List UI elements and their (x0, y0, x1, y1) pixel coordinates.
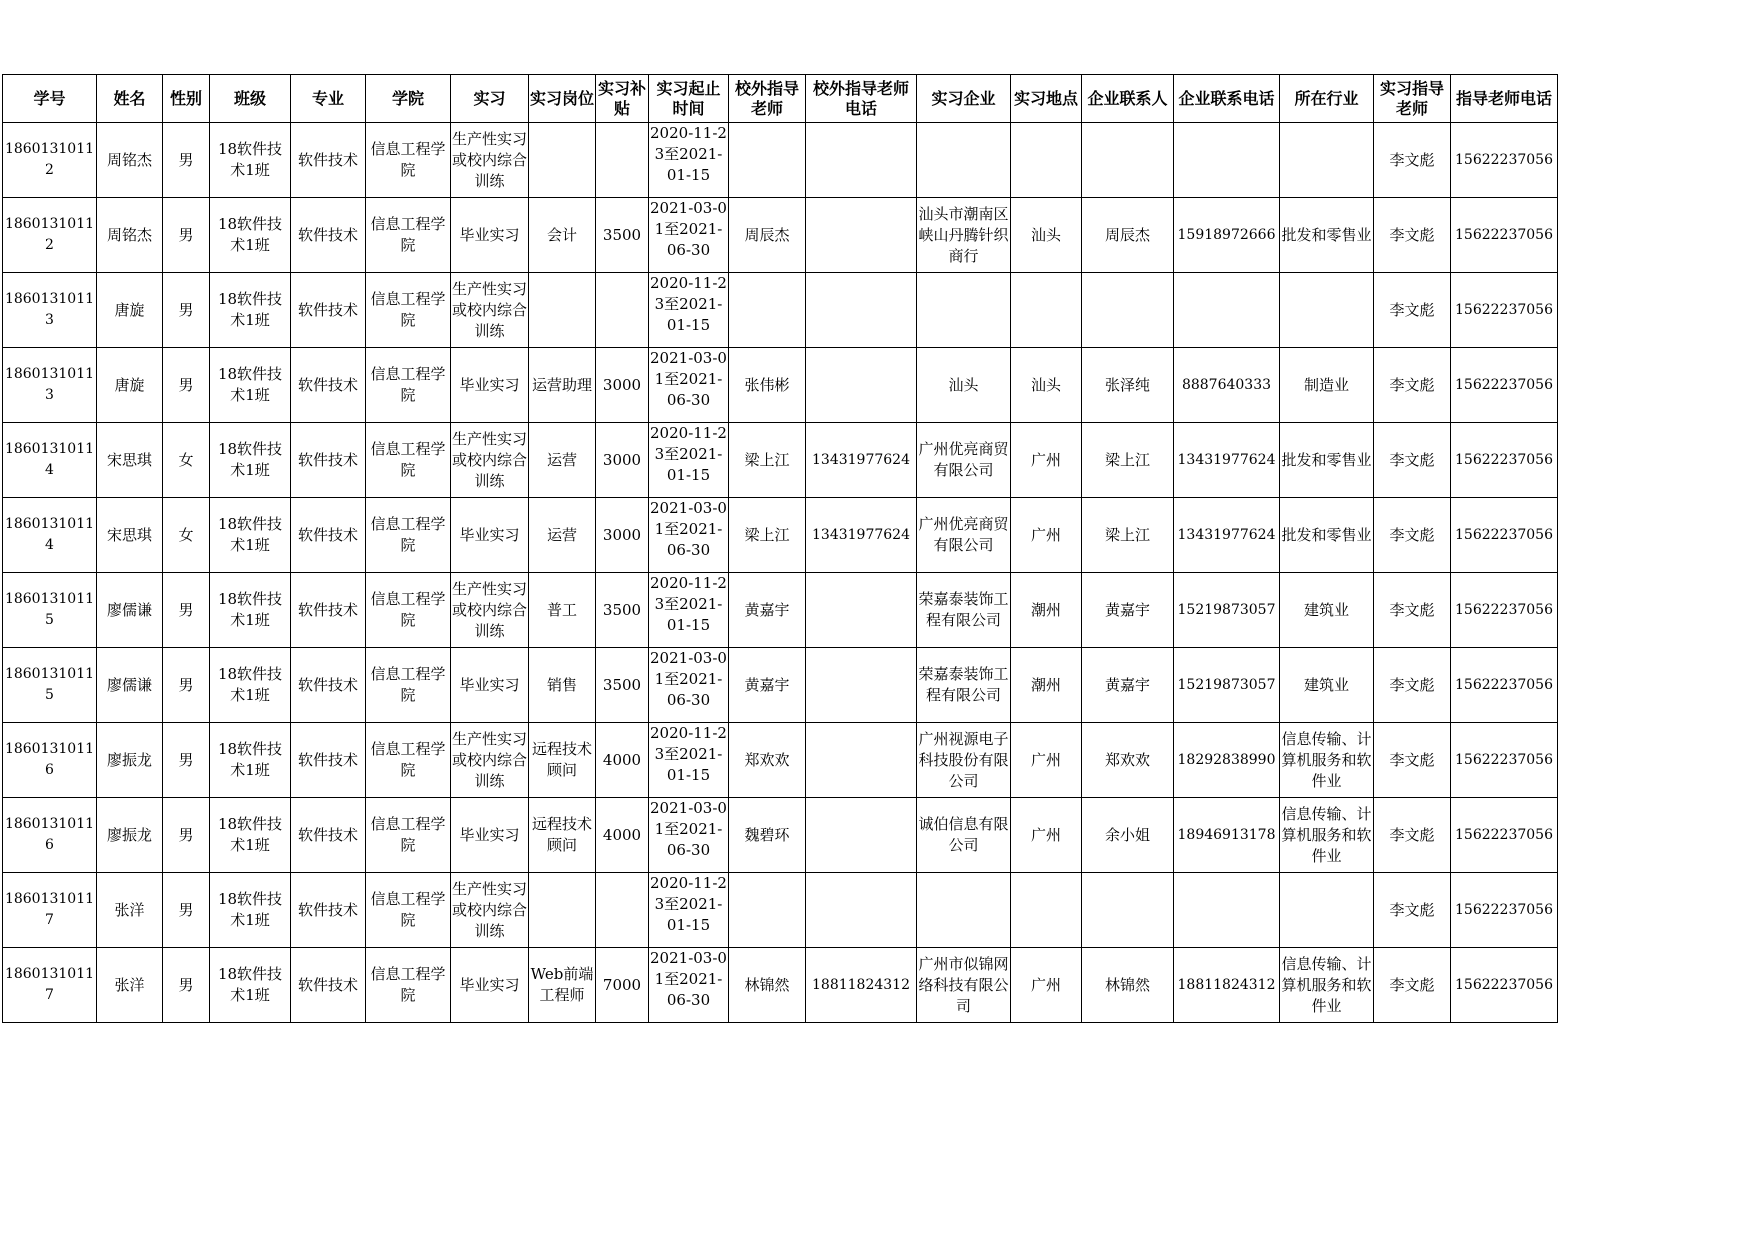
cell-location: 广州 (1011, 423, 1082, 498)
cell-company-contact (1082, 123, 1174, 198)
cell-internship-type: 生产性实习或校内综合训练 (451, 723, 529, 798)
cell-position: 运营 (529, 423, 596, 498)
header-internship-type: 实习 (451, 75, 529, 123)
cell-name: 周铭杰 (97, 123, 163, 198)
cell-company-phone (1174, 273, 1280, 348)
cell-external-teacher: 黄嘉宇 (729, 648, 806, 723)
cell-external-teacher-phone (806, 648, 917, 723)
cell-location: 汕头 (1011, 348, 1082, 423)
period-text: 2020-11-23至2021-01-15 (650, 724, 727, 784)
cell-company-phone (1174, 123, 1280, 198)
cell-class: 18软件技术1班 (210, 873, 291, 948)
cell-subsidy: 3000 (596, 348, 649, 423)
cell-position: Web前端工程师 (529, 948, 596, 1023)
cell-college: 信息工程学院 (366, 123, 451, 198)
header-location: 实习地点 (1011, 75, 1082, 123)
cell-external-teacher-phone (806, 273, 917, 348)
cell-company-phone: 18811824312 (1174, 948, 1280, 1023)
cell-company: 荣嘉泰装饰工程有限公司 (917, 573, 1011, 648)
cell-name: 廖振龙 (97, 798, 163, 873)
cell-subsidy: 3000 (596, 423, 649, 498)
cell-class: 18软件技术1班 (210, 423, 291, 498)
cell-location: 广州 (1011, 498, 1082, 573)
cell-company-phone: 15918972666 (1174, 198, 1280, 273)
cell-period (649, 123, 729, 198)
cell-industry (1280, 273, 1374, 348)
cell-gender: 男 (163, 573, 210, 648)
cell-name: 唐旋 (97, 273, 163, 348)
cell-industry: 建筑业 (1280, 573, 1374, 648)
cell-college: 信息工程学院 (366, 948, 451, 1023)
table-row (3, 723, 1558, 798)
cell-student-id: 18601310115 (3, 573, 97, 648)
table-row (3, 948, 1558, 1023)
period-text: 2021-03-01至2021-06-30 (650, 649, 727, 709)
cell-student-id: 18601310112 (3, 198, 97, 273)
table-row (3, 198, 1558, 273)
cell-external-teacher-phone (806, 873, 917, 948)
cell-class: 18软件技术1班 (210, 123, 291, 198)
cell-major: 软件技术 (291, 798, 366, 873)
cell-class: 18软件技术1班 (210, 573, 291, 648)
cell-college: 信息工程学院 (366, 873, 451, 948)
cell-student-id: 18601310113 (3, 348, 97, 423)
cell-external-teacher-phone (806, 198, 917, 273)
cell-class: 18软件技术1班 (210, 273, 291, 348)
cell-external-teacher: 梁上江 (729, 498, 806, 573)
cell-industry: 信息传输、计算机服务和软件业 (1280, 723, 1374, 798)
cell-name: 张洋 (97, 948, 163, 1023)
cell-major: 软件技术 (291, 573, 366, 648)
cell-subsidy: 3500 (596, 573, 649, 648)
cell-teacher: 李文彪 (1374, 573, 1451, 648)
cell-company-contact: 梁上江 (1082, 423, 1174, 498)
cell-teacher-phone: 15622237056 (1451, 573, 1558, 648)
cell-student-id: 18601310113 (3, 273, 97, 348)
cell-period (649, 198, 729, 273)
header-position: 实习岗位 (529, 75, 596, 123)
table-row (3, 423, 1558, 498)
cell-company-contact: 郑欢欢 (1082, 723, 1174, 798)
cell-student-id: 18601310116 (3, 798, 97, 873)
cell-company: 广州优亮商贸有限公司 (917, 423, 1011, 498)
cell-gender: 男 (163, 873, 210, 948)
cell-external-teacher: 梁上江 (729, 423, 806, 498)
period-text: 2021-03-01至2021-06-30 (650, 349, 727, 409)
internship-table (2, 74, 1558, 1023)
cell-teacher-phone: 15622237056 (1451, 873, 1558, 948)
cell-location: 潮州 (1011, 573, 1082, 648)
period-text: 2021-03-01至2021-06-30 (650, 799, 727, 859)
cell-period (649, 948, 729, 1023)
cell-industry (1280, 123, 1374, 198)
cell-class: 18软件技术1班 (210, 723, 291, 798)
cell-period (649, 723, 729, 798)
cell-major: 软件技术 (291, 123, 366, 198)
cell-class: 18软件技术1班 (210, 198, 291, 273)
cell-college: 信息工程学院 (366, 423, 451, 498)
cell-subsidy: 4000 (596, 723, 649, 798)
cell-company-contact: 余小姐 (1082, 798, 1174, 873)
cell-external-teacher-phone: 13431977624 (806, 423, 917, 498)
period-text: 2020-11-23至2021-01-15 (650, 124, 727, 184)
cell-position: 运营 (529, 498, 596, 573)
period-text: 2021-03-01至2021-06-30 (650, 499, 727, 559)
cell-external-teacher-phone (806, 573, 917, 648)
cell-internship-type: 毕业实习 (451, 198, 529, 273)
cell-company (917, 273, 1011, 348)
cell-company-phone (1174, 873, 1280, 948)
cell-internship-type: 生产性实习或校内综合训练 (451, 423, 529, 498)
cell-subsidy (596, 273, 649, 348)
header-gender: 性别 (163, 75, 210, 123)
cell-teacher: 李文彪 (1374, 648, 1451, 723)
cell-industry: 批发和零售业 (1280, 498, 1374, 573)
cell-external-teacher-phone (806, 348, 917, 423)
cell-subsidy: 3000 (596, 498, 649, 573)
cell-college: 信息工程学院 (366, 798, 451, 873)
table-row (3, 348, 1558, 423)
cell-external-teacher: 黄嘉宇 (729, 573, 806, 648)
cell-gender: 男 (163, 648, 210, 723)
cell-student-id: 18601310114 (3, 498, 97, 573)
cell-teacher-phone: 15622237056 (1451, 273, 1558, 348)
cell-position: 远程技术顾问 (529, 798, 596, 873)
table-row (3, 273, 1558, 348)
period-text: 2021-03-01至2021-06-30 (650, 949, 727, 1009)
cell-internship-type: 毕业实习 (451, 348, 529, 423)
cell-major: 软件技术 (291, 948, 366, 1023)
cell-company: 广州市似锦网络科技有限公司 (917, 948, 1011, 1023)
cell-subsidy (596, 123, 649, 198)
cell-name: 张洋 (97, 873, 163, 948)
cell-major: 软件技术 (291, 498, 366, 573)
cell-major: 软件技术 (291, 648, 366, 723)
cell-major: 软件技术 (291, 348, 366, 423)
cell-company-contact: 张泽纯 (1082, 348, 1174, 423)
cell-internship-type: 毕业实习 (451, 648, 529, 723)
cell-gender: 男 (163, 723, 210, 798)
cell-external-teacher: 周辰杰 (729, 198, 806, 273)
cell-location (1011, 273, 1082, 348)
cell-company-contact (1082, 273, 1174, 348)
table-row (3, 573, 1558, 648)
cell-gender: 男 (163, 198, 210, 273)
cell-teacher: 李文彪 (1374, 423, 1451, 498)
cell-teacher-phone: 15622237056 (1451, 348, 1558, 423)
cell-company-phone: 15219873057 (1174, 648, 1280, 723)
cell-industry: 制造业 (1280, 348, 1374, 423)
cell-company: 汕头 (917, 348, 1011, 423)
period-text: 2020-11-23至2021-01-15 (650, 274, 727, 334)
cell-company-contact (1082, 873, 1174, 948)
cell-external-teacher-phone (806, 798, 917, 873)
cell-teacher: 李文彪 (1374, 498, 1451, 573)
cell-position: 普工 (529, 573, 596, 648)
cell-internship-type: 毕业实习 (451, 498, 529, 573)
header-period: 实习起止时间 (649, 75, 729, 123)
cell-internship-type: 生产性实习或校内综合训练 (451, 573, 529, 648)
period-text: 2020-11-23至2021-01-15 (650, 874, 727, 934)
cell-subsidy: 7000 (596, 948, 649, 1023)
cell-position: 运营助理 (529, 348, 596, 423)
cell-company: 广州优亮商贸有限公司 (917, 498, 1011, 573)
cell-gender: 女 (163, 498, 210, 573)
header-company-contact: 企业联系人 (1082, 75, 1174, 123)
cell-company (917, 873, 1011, 948)
table-row (3, 873, 1558, 948)
cell-student-id: 18601310112 (3, 123, 97, 198)
cell-location (1011, 123, 1082, 198)
cell-college: 信息工程学院 (366, 348, 451, 423)
cell-company-phone: 13431977624 (1174, 423, 1280, 498)
cell-period (649, 798, 729, 873)
cell-industry: 建筑业 (1280, 648, 1374, 723)
header-company: 实习企业 (917, 75, 1011, 123)
cell-period (649, 498, 729, 573)
cell-company-phone: 15219873057 (1174, 573, 1280, 648)
cell-class: 18软件技术1班 (210, 948, 291, 1023)
cell-teacher: 李文彪 (1374, 123, 1451, 198)
header-name: 姓名 (97, 75, 163, 123)
cell-position (529, 273, 596, 348)
period-text: 2020-11-23至2021-01-15 (650, 424, 727, 484)
cell-gender: 男 (163, 948, 210, 1023)
cell-external-teacher: 郑欢欢 (729, 723, 806, 798)
cell-student-id: 18601310116 (3, 723, 97, 798)
cell-gender: 女 (163, 423, 210, 498)
cell-company-contact: 周辰杰 (1082, 198, 1174, 273)
header-teacher: 实习指导老师 (1374, 75, 1451, 123)
cell-teacher-phone: 15622237056 (1451, 123, 1558, 198)
cell-external-teacher: 张伟彬 (729, 348, 806, 423)
cell-external-teacher (729, 273, 806, 348)
header-class: 班级 (210, 75, 291, 123)
cell-company: 汕头市潮南区峡山丹腾针织商行 (917, 198, 1011, 273)
cell-teacher-phone: 15622237056 (1451, 648, 1558, 723)
cell-external-teacher (729, 123, 806, 198)
cell-industry: 批发和零售业 (1280, 198, 1374, 273)
cell-company-phone: 8887640333 (1174, 348, 1280, 423)
cell-company-phone: 13431977624 (1174, 498, 1280, 573)
cell-company-contact: 梁上江 (1082, 498, 1174, 573)
cell-industry: 信息传输、计算机服务和软件业 (1280, 798, 1374, 873)
cell-subsidy: 4000 (596, 798, 649, 873)
cell-external-teacher-phone: 13431977624 (806, 498, 917, 573)
cell-industry: 信息传输、计算机服务和软件业 (1280, 948, 1374, 1023)
cell-college: 信息工程学院 (366, 198, 451, 273)
table-row (3, 123, 1558, 198)
cell-period (649, 648, 729, 723)
cell-internship-type: 生产性实习或校内综合训练 (451, 273, 529, 348)
cell-external-teacher-phone: 18811824312 (806, 948, 917, 1023)
cell-company-contact: 黄嘉宇 (1082, 573, 1174, 648)
cell-external-teacher: 魏碧环 (729, 798, 806, 873)
period-text: 2020-11-23至2021-01-15 (650, 574, 727, 634)
header-college: 学院 (366, 75, 451, 123)
cell-gender: 男 (163, 123, 210, 198)
cell-name: 唐旋 (97, 348, 163, 423)
cell-class: 18软件技术1班 (210, 498, 291, 573)
cell-name: 廖儒谦 (97, 573, 163, 648)
cell-name: 周铭杰 (97, 198, 163, 273)
cell-industry (1280, 873, 1374, 948)
cell-teacher: 李文彪 (1374, 348, 1451, 423)
cell-class: 18软件技术1班 (210, 798, 291, 873)
cell-location: 广州 (1011, 948, 1082, 1023)
cell-industry: 批发和零售业 (1280, 423, 1374, 498)
cell-name: 廖儒谦 (97, 648, 163, 723)
cell-company (917, 123, 1011, 198)
cell-student-id: 18601310115 (3, 648, 97, 723)
cell-external-teacher-phone (806, 123, 917, 198)
cell-company-phone: 18292838990 (1174, 723, 1280, 798)
cell-subsidy (596, 873, 649, 948)
cell-position: 远程技术顾问 (529, 723, 596, 798)
cell-location: 广州 (1011, 723, 1082, 798)
header-subsidy: 实习补贴 (596, 75, 649, 123)
table-row (3, 798, 1558, 873)
cell-period (649, 423, 729, 498)
cell-teacher: 李文彪 (1374, 198, 1451, 273)
cell-name: 宋思琪 (97, 423, 163, 498)
cell-college: 信息工程学院 (366, 648, 451, 723)
header-major: 专业 (291, 75, 366, 123)
cell-location: 潮州 (1011, 648, 1082, 723)
cell-major: 软件技术 (291, 273, 366, 348)
cell-period (649, 873, 729, 948)
cell-major: 软件技术 (291, 723, 366, 798)
table-row (3, 498, 1558, 573)
cell-period (649, 273, 729, 348)
cell-teacher: 李文彪 (1374, 798, 1451, 873)
header-teacher-phone: 指导老师电话 (1451, 75, 1558, 123)
cell-position: 会计 (529, 198, 596, 273)
cell-company-contact: 黄嘉宇 (1082, 648, 1174, 723)
header-external-teacher-phone: 校外指导老师电话 (806, 75, 917, 123)
cell-major: 软件技术 (291, 873, 366, 948)
header-external-teacher: 校外指导老师 (729, 75, 806, 123)
cell-location: 汕头 (1011, 198, 1082, 273)
cell-external-teacher-phone (806, 723, 917, 798)
cell-teacher-phone: 15622237056 (1451, 198, 1558, 273)
cell-teacher: 李文彪 (1374, 873, 1451, 948)
cell-gender: 男 (163, 273, 210, 348)
cell-internship-type: 生产性实习或校内综合训练 (451, 123, 529, 198)
cell-period (649, 573, 729, 648)
cell-company: 诚伯信息有限公司 (917, 798, 1011, 873)
cell-teacher-phone: 15622237056 (1451, 723, 1558, 798)
cell-subsidy: 3500 (596, 648, 649, 723)
cell-student-id: 18601310114 (3, 423, 97, 498)
cell-major: 软件技术 (291, 198, 366, 273)
cell-external-teacher: 林锦然 (729, 948, 806, 1023)
cell-teacher: 李文彪 (1374, 273, 1451, 348)
table-body (3, 123, 1558, 1023)
cell-location (1011, 873, 1082, 948)
cell-class: 18软件技术1班 (210, 648, 291, 723)
cell-college: 信息工程学院 (366, 723, 451, 798)
cell-company-contact: 林锦然 (1082, 948, 1174, 1023)
table-header (3, 75, 1558, 123)
cell-college: 信息工程学院 (366, 498, 451, 573)
cell-name: 宋思琪 (97, 498, 163, 573)
period-text: 2021-03-01至2021-06-30 (650, 199, 727, 259)
cell-internship-type: 生产性实习或校内综合训练 (451, 873, 529, 948)
cell-teacher-phone: 15622237056 (1451, 423, 1558, 498)
cell-internship-type: 毕业实习 (451, 948, 529, 1023)
cell-company: 荣嘉泰装饰工程有限公司 (917, 648, 1011, 723)
cell-location: 广州 (1011, 798, 1082, 873)
table-row (3, 648, 1558, 723)
header-row (3, 75, 1558, 123)
cell-company: 广州视源电子科技股份有限公司 (917, 723, 1011, 798)
cell-gender: 男 (163, 798, 210, 873)
cell-subsidy: 3500 (596, 198, 649, 273)
cell-external-teacher (729, 873, 806, 948)
cell-company-phone: 18946913178 (1174, 798, 1280, 873)
header-company-phone: 企业联系电话 (1174, 75, 1280, 123)
header-industry: 所在行业 (1280, 75, 1374, 123)
cell-teacher-phone: 15622237056 (1451, 498, 1558, 573)
cell-name: 廖振龙 (97, 723, 163, 798)
cell-college: 信息工程学院 (366, 573, 451, 648)
cell-teacher: 李文彪 (1374, 723, 1451, 798)
cell-position: 销售 (529, 648, 596, 723)
cell-teacher: 李文彪 (1374, 948, 1451, 1023)
cell-teacher-phone: 15622237056 (1451, 798, 1558, 873)
cell-major: 软件技术 (291, 423, 366, 498)
cell-position (529, 123, 596, 198)
cell-class: 18软件技术1班 (210, 348, 291, 423)
cell-position (529, 873, 596, 948)
cell-student-id: 18601310117 (3, 873, 97, 948)
cell-college: 信息工程学院 (366, 273, 451, 348)
cell-internship-type: 毕业实习 (451, 798, 529, 873)
cell-student-id: 18601310117 (3, 948, 97, 1023)
cell-teacher-phone: 15622237056 (1451, 948, 1558, 1023)
cell-period (649, 348, 729, 423)
header-student-id: 学号 (3, 75, 97, 123)
cell-gender: 男 (163, 348, 210, 423)
